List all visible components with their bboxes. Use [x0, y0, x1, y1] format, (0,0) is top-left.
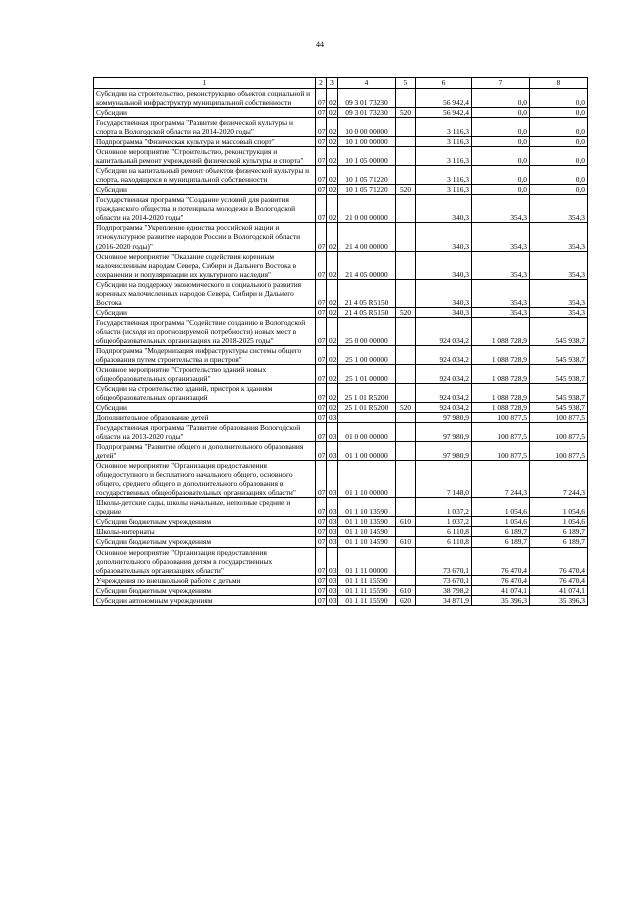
amount-2020: 100 877,5: [530, 442, 588, 461]
section-code: 07: [316, 147, 327, 166]
section-code: 07: [316, 537, 327, 547]
amount-2018: 34 871,9: [416, 595, 472, 605]
section-code: 07: [316, 575, 327, 585]
amount-2018: 73 670,1: [416, 575, 472, 585]
section-code: 07: [316, 185, 327, 195]
col-header: 1: [94, 78, 316, 89]
table-row: [94, 442, 588, 461]
section-code: 07: [316, 137, 327, 147]
table-row: [94, 317, 588, 345]
item-name: Подпрограмма "Развитие общего и дополнительного образования детей": [94, 442, 316, 461]
amount-2019: 100 877,5: [472, 442, 530, 461]
amount-2020: 354,3: [530, 279, 588, 307]
table-row: [94, 383, 588, 402]
target-article-code: 01 1 10 14590: [338, 527, 396, 537]
section-code: 07: [316, 166, 327, 185]
table-row: [94, 595, 588, 605]
amount-2019: 100 877,5: [472, 423, 530, 442]
table-row: [94, 307, 588, 317]
amount-2019: 1 054,6: [472, 498, 530, 517]
amount-2018: 56 942,4: [416, 89, 472, 108]
amount-2019: 0,0: [472, 185, 530, 195]
amount-2018: 340,3: [416, 307, 472, 317]
amount-2018: 924 034,2: [416, 403, 472, 413]
item-name: Основное мероприятие "Строительство зданий новых общеобразовательных организаций": [94, 364, 316, 383]
section-code: 07: [316, 118, 327, 137]
amount-2020: 100 877,5: [530, 423, 588, 442]
section-code: 07: [316, 585, 327, 595]
expense-type-code: 610: [396, 585, 416, 595]
amount-2018: 924 034,2: [416, 317, 472, 345]
expense-type-code: [396, 137, 416, 147]
amount-2019: 0,0: [472, 137, 530, 147]
item-name: Государственная программа "Развитие образования Вологодской области на 2013-2020 годы": [94, 423, 316, 442]
col-header: 6: [416, 78, 472, 89]
target-article-code: 01 0 00 00000: [338, 423, 396, 442]
item-name: Основное мероприятие "Оказание содействия коренным малочисленным народам Севера, Сибири и Дальнего Востока в сохранении и популяризации их культурного наследия": [94, 251, 316, 279]
subsection-code: 02: [327, 317, 338, 345]
target-article-code: 01 1 11 15590: [338, 575, 396, 585]
amount-2018: 97 980,9: [416, 423, 472, 442]
subsection-code: 03: [327, 595, 338, 605]
section-code: 07: [316, 364, 327, 383]
amount-2020: 76 470,4: [530, 547, 588, 575]
item-name: Субсидии: [94, 403, 316, 413]
amount-2020: 545 938,7: [530, 383, 588, 402]
amount-2020: 545 938,7: [530, 345, 588, 364]
amount-2018: 924 034,2: [416, 364, 472, 383]
subsection-code: 02: [327, 89, 338, 108]
table-row: [94, 147, 588, 166]
expense-type-code: [396, 461, 416, 498]
amount-2018: 340,3: [416, 279, 472, 307]
item-name: Подпрограмма "Физическая культура и массовый спорт": [94, 137, 316, 147]
target-article-code: 25 1 00 00000: [338, 345, 396, 364]
col-header: 2: [316, 78, 327, 89]
amount-2020: 7 244,3: [530, 461, 588, 498]
expense-type-code: [396, 195, 416, 223]
target-article-code: 01 1 11 00000: [338, 547, 396, 575]
table-row: [94, 364, 588, 383]
expense-type-code: 520: [396, 185, 416, 195]
section-code: 07: [316, 442, 327, 461]
target-article-code: [338, 413, 396, 423]
target-article-code: 01 1 11 15590: [338, 595, 396, 605]
expense-type-code: 610: [396, 517, 416, 527]
amount-2019: 1 088 728,9: [472, 403, 530, 413]
expense-type-code: [396, 345, 416, 364]
page-number: 44: [316, 40, 324, 49]
subsection-code: 03: [327, 575, 338, 585]
subsection-code: 02: [327, 223, 338, 251]
target-article-code: 01 1 10 13590: [338, 517, 396, 527]
table-row: [94, 423, 588, 442]
target-article-code: 01 1 10 14590: [338, 537, 396, 547]
amount-2020: 100 877,5: [530, 413, 588, 423]
section-code: 07: [316, 89, 327, 108]
target-article-code: 01 1 00 00000: [338, 442, 396, 461]
target-article-code: 21 0 00 00000: [338, 195, 396, 223]
section-code: 07: [316, 403, 327, 413]
amount-2020: 6 189,7: [530, 537, 588, 547]
target-article-code: 10 1 00 00000: [338, 137, 396, 147]
amount-2018: 3 116,3: [416, 118, 472, 137]
amount-2020: 0,0: [530, 147, 588, 166]
subsection-code: 02: [327, 251, 338, 279]
amount-2019: 7 244,3: [472, 461, 530, 498]
expense-type-code: [396, 383, 416, 402]
amount-2020: 354,3: [530, 223, 588, 251]
section-code: 07: [316, 251, 327, 279]
expense-type-code: [396, 364, 416, 383]
subsection-code: 03: [327, 413, 338, 423]
section-code: 07: [316, 383, 327, 402]
subsection-code: 02: [327, 118, 338, 137]
expense-type-code: [396, 575, 416, 585]
amount-2019: 6 189,7: [472, 527, 530, 537]
expense-type-code: [396, 498, 416, 517]
expense-type-code: [396, 442, 416, 461]
amount-2020: 0,0: [530, 89, 588, 108]
amount-2019: 1 088 728,9: [472, 364, 530, 383]
amount-2020: 0,0: [530, 118, 588, 137]
amount-2019: 100 877,5: [472, 413, 530, 423]
expense-type-code: [396, 251, 416, 279]
item-name: Учреждения по внешкольной работе с детьми: [94, 575, 316, 585]
table-row: [94, 89, 588, 108]
col-header: 5: [396, 78, 416, 89]
subsection-code: 03: [327, 498, 338, 517]
amount-2020: 0,0: [530, 108, 588, 118]
subsection-code: 02: [327, 307, 338, 317]
table-row: [94, 527, 588, 537]
item-name: Субсидии на строительство зданий, пристроя к зданиям общеобразовательных организаций: [94, 383, 316, 402]
section-code: 07: [316, 517, 327, 527]
table-row: [94, 185, 588, 195]
expense-type-code: [396, 166, 416, 185]
subsection-code: 03: [327, 537, 338, 547]
subsection-code: 02: [327, 195, 338, 223]
amount-2018: 38 798,2: [416, 585, 472, 595]
subsection-code: 03: [327, 585, 338, 595]
target-article-code: 10 0 00 00000: [338, 118, 396, 137]
section-code: 07: [316, 461, 327, 498]
expense-type-code: [396, 317, 416, 345]
amount-2019: 0,0: [472, 166, 530, 185]
col-header: 3: [327, 78, 338, 89]
subsection-code: 02: [327, 403, 338, 413]
subsection-code: 02: [327, 185, 338, 195]
table-row: [94, 403, 588, 413]
section-code: 07: [316, 547, 327, 575]
amount-2020: 76 470,4: [530, 575, 588, 585]
subsection-code: 03: [327, 461, 338, 498]
amount-2020: 41 074,1: [530, 585, 588, 595]
amount-2019: 354,3: [472, 223, 530, 251]
amount-2018: 3 116,3: [416, 166, 472, 185]
subsection-code: 02: [327, 345, 338, 364]
expense-type-code: [396, 413, 416, 423]
table-row: [94, 498, 588, 517]
amount-2020: 6 189,7: [530, 527, 588, 537]
table-row: [94, 413, 588, 423]
table-row: [94, 279, 588, 307]
amount-2018: 7 148,0: [416, 461, 472, 498]
amount-2019: 1 088 728,9: [472, 317, 530, 345]
target-article-code: 09 3 01 73230: [338, 89, 396, 108]
section-code: 07: [316, 345, 327, 364]
amount-2018: 56 942,4: [416, 108, 472, 118]
amount-2019: 1 054,6: [472, 517, 530, 527]
subsection-code: 03: [327, 527, 338, 537]
amount-2020: 35 396,3: [530, 595, 588, 605]
expense-type-code: 520: [396, 403, 416, 413]
item-name: Государственная программа "Развитие физической культуры и спорта в Вологодской области на 2014-2020 годы": [94, 118, 316, 137]
amount-2020: 354,3: [530, 195, 588, 223]
expense-type-code: [396, 147, 416, 166]
amount-2018: 3 116,3: [416, 147, 472, 166]
amount-2019: 0,0: [472, 89, 530, 108]
section-code: 07: [316, 413, 327, 423]
item-name: Субсидии автономным учреждениям: [94, 595, 316, 605]
amount-2018: 97 980,9: [416, 442, 472, 461]
amount-2018: 340,3: [416, 251, 472, 279]
amount-2019: 354,3: [472, 307, 530, 317]
table-row: [94, 195, 588, 223]
section-code: 07: [316, 498, 327, 517]
target-article-code: 10 1 05 71220: [338, 185, 396, 195]
section-code: 07: [316, 595, 327, 605]
item-name: Субсидии на поддержку экономического и социального развития коренных малочисленных народов Севера, Сибири и Дальнего Востока: [94, 279, 316, 307]
item-name: Субсидии: [94, 307, 316, 317]
item-name: Субсидии бюджетным учреждениям: [94, 517, 316, 527]
amount-2019: 1 088 728,9: [472, 383, 530, 402]
amount-2018: 924 034,2: [416, 383, 472, 402]
amount-2019: 354,3: [472, 195, 530, 223]
section-code: 07: [316, 527, 327, 537]
amount-2020: 545 938,7: [530, 317, 588, 345]
amount-2020: 1 054,6: [530, 517, 588, 527]
target-article-code: 01 1 10 00000: [338, 461, 396, 498]
section-code: 07: [316, 307, 327, 317]
col-header: 7: [472, 78, 530, 89]
item-name: Государственная программа "Содействие созданию в Вологодской области (исходя из прогнозируемой потребности) новых мест в общеобразовательных организациях на 2018-2025 годы": [94, 317, 316, 345]
item-name: Субсидии на строительство, реконструкцию объектов социальной и коммунальной инфраструктур муниципальной собственности: [94, 89, 316, 108]
amount-2020: 1 054,6: [530, 498, 588, 517]
table-row: [94, 166, 588, 185]
amount-2018: 73 670,1: [416, 547, 472, 575]
table-row: [94, 461, 588, 498]
table-row: [94, 137, 588, 147]
target-article-code: 01 1 10 13590: [338, 498, 396, 517]
item-name: Субсидии: [94, 185, 316, 195]
target-article-code: 25 1 01 R5200: [338, 403, 396, 413]
subsection-code: 03: [327, 547, 338, 575]
amount-2020: 545 938,7: [530, 364, 588, 383]
expense-type-code: [396, 423, 416, 442]
amount-2019: 0,0: [472, 118, 530, 137]
expense-type-code: [396, 547, 416, 575]
amount-2019: 76 470,4: [472, 547, 530, 575]
target-article-code: 10 1 05 71220: [338, 166, 396, 185]
table-row: [94, 118, 588, 137]
amount-2018: 6 110,8: [416, 527, 472, 537]
amount-2018: 340,3: [416, 195, 472, 223]
section-code: 07: [316, 223, 327, 251]
subsection-code: 02: [327, 108, 338, 118]
table-row: [94, 251, 588, 279]
subsection-code: 02: [327, 137, 338, 147]
item-name: Школы-интернаты: [94, 527, 316, 537]
amount-2019: 354,3: [472, 251, 530, 279]
expense-type-code: 520: [396, 108, 416, 118]
amount-2018: 1 037,2: [416, 498, 472, 517]
target-article-code: 01 1 11 15590: [338, 585, 396, 595]
subsection-code: 03: [327, 517, 338, 527]
target-article-code: 10 1 05 00000: [338, 147, 396, 166]
table-row: [94, 345, 588, 364]
table-row: [94, 547, 588, 575]
item-name: Субсидии бюджетным учреждениям: [94, 585, 316, 595]
amount-2020: 0,0: [530, 185, 588, 195]
target-article-code: 25 0 00 00000: [338, 317, 396, 345]
target-article-code: 21 4 05 R5150: [338, 307, 396, 317]
subsection-code: 03: [327, 442, 338, 461]
amount-2019: 0,0: [472, 147, 530, 166]
expense-type-code: 610: [396, 537, 416, 547]
amount-2019: 41 074,1: [472, 585, 530, 595]
item-name: Подпрограмма "Модернизация инфраструктуры системы общего образования путем строительства и пристроя": [94, 345, 316, 364]
col-header: 8: [530, 78, 588, 89]
amount-2019: 35 396,3: [472, 595, 530, 605]
item-name: Подпрограмма "Укрепление единства российской нации и этнокультурное развитие народов России в Вологодской области (2016-2020 годы)": [94, 223, 316, 251]
section-code: 07: [316, 423, 327, 442]
expense-type-code: [396, 527, 416, 537]
amount-2020: 545 938,7: [530, 403, 588, 413]
item-name: Основное мероприятие "Организация предоставления дополнительного образования детям в государственных образовательных организациях области": [94, 547, 316, 575]
section-code: 07: [316, 195, 327, 223]
amount-2019: 6 189,7: [472, 537, 530, 547]
target-article-code: 21 4 05 R5150: [338, 279, 396, 307]
amount-2019: 76 470,4: [472, 575, 530, 585]
item-name: Государственная программа "Создание условий для развития гражданского общества и потенциала молодежи в Вологодской области на 2014-2020 годы": [94, 195, 316, 223]
item-name: Дополнительное образование детей: [94, 413, 316, 423]
amount-2019: 354,3: [472, 279, 530, 307]
section-code: 07: [316, 317, 327, 345]
target-article-code: 21 4 05 00000: [338, 251, 396, 279]
table-row: [94, 223, 588, 251]
amount-2018: 340,3: [416, 223, 472, 251]
table-row: [94, 575, 588, 585]
expense-type-code: [396, 118, 416, 137]
subsection-code: 03: [327, 423, 338, 442]
table-row: [94, 537, 588, 547]
section-code: 07: [316, 108, 327, 118]
item-name: Субсидии на капитальный ремонт объектов физической культуры и спорта, находящихся в муниципальной собственности: [94, 166, 316, 185]
budget-table: [93, 77, 588, 606]
amount-2020: 0,0: [530, 137, 588, 147]
item-name: Основное мероприятие "Строительство, реконструкция и капитальный ремонт учреждений физической культуры и спорта": [94, 147, 316, 166]
header-row: [94, 78, 588, 89]
col-header: 4: [338, 78, 396, 89]
amount-2018: 6 110,8: [416, 537, 472, 547]
expense-type-code: 620: [396, 595, 416, 605]
subsection-code: 02: [327, 383, 338, 402]
subsection-code: 02: [327, 147, 338, 166]
amount-2019: 1 088 728,9: [472, 345, 530, 364]
target-article-code: 25 1 01 00000: [338, 364, 396, 383]
target-article-code: 25 1 01 R5200: [338, 383, 396, 402]
expense-type-code: 520: [396, 307, 416, 317]
amount-2018: 1 037,2: [416, 517, 472, 527]
amount-2019: 0,0: [472, 108, 530, 118]
amount-2018: 3 116,3: [416, 137, 472, 147]
item-name: Школы-детские сады, школы начальные, неполные средние и средние: [94, 498, 316, 517]
amount-2020: 354,3: [530, 307, 588, 317]
expense-type-code: [396, 89, 416, 108]
table-row: [94, 585, 588, 595]
item-name: Субсидии бюджетным учреждениям: [94, 537, 316, 547]
target-article-code: 21 4 00 00000: [338, 223, 396, 251]
table-row: [94, 108, 588, 118]
amount-2018: 924 034,2: [416, 345, 472, 364]
section-code: 07: [316, 279, 327, 307]
subsection-code: 02: [327, 166, 338, 185]
amount-2018: 97 980,9: [416, 413, 472, 423]
target-article-code: 09 3 01 73230: [338, 108, 396, 118]
item-name: Основное мероприятие "Организация предоставления общедоступного и бесплатного начального общего, основного общего, среднего общего и дополнительного образования в государственных общеобразовательных организациях области": [94, 461, 316, 498]
expense-type-code: [396, 279, 416, 307]
table-row: [94, 517, 588, 527]
amount-2020: 354,3: [530, 251, 588, 279]
amount-2020: 0,0: [530, 166, 588, 185]
subsection-code: 02: [327, 364, 338, 383]
item-name: Субсидии: [94, 108, 316, 118]
expense-type-code: [396, 223, 416, 251]
subsection-code: 02: [327, 279, 338, 307]
amount-2018: 3 116,3: [416, 185, 472, 195]
